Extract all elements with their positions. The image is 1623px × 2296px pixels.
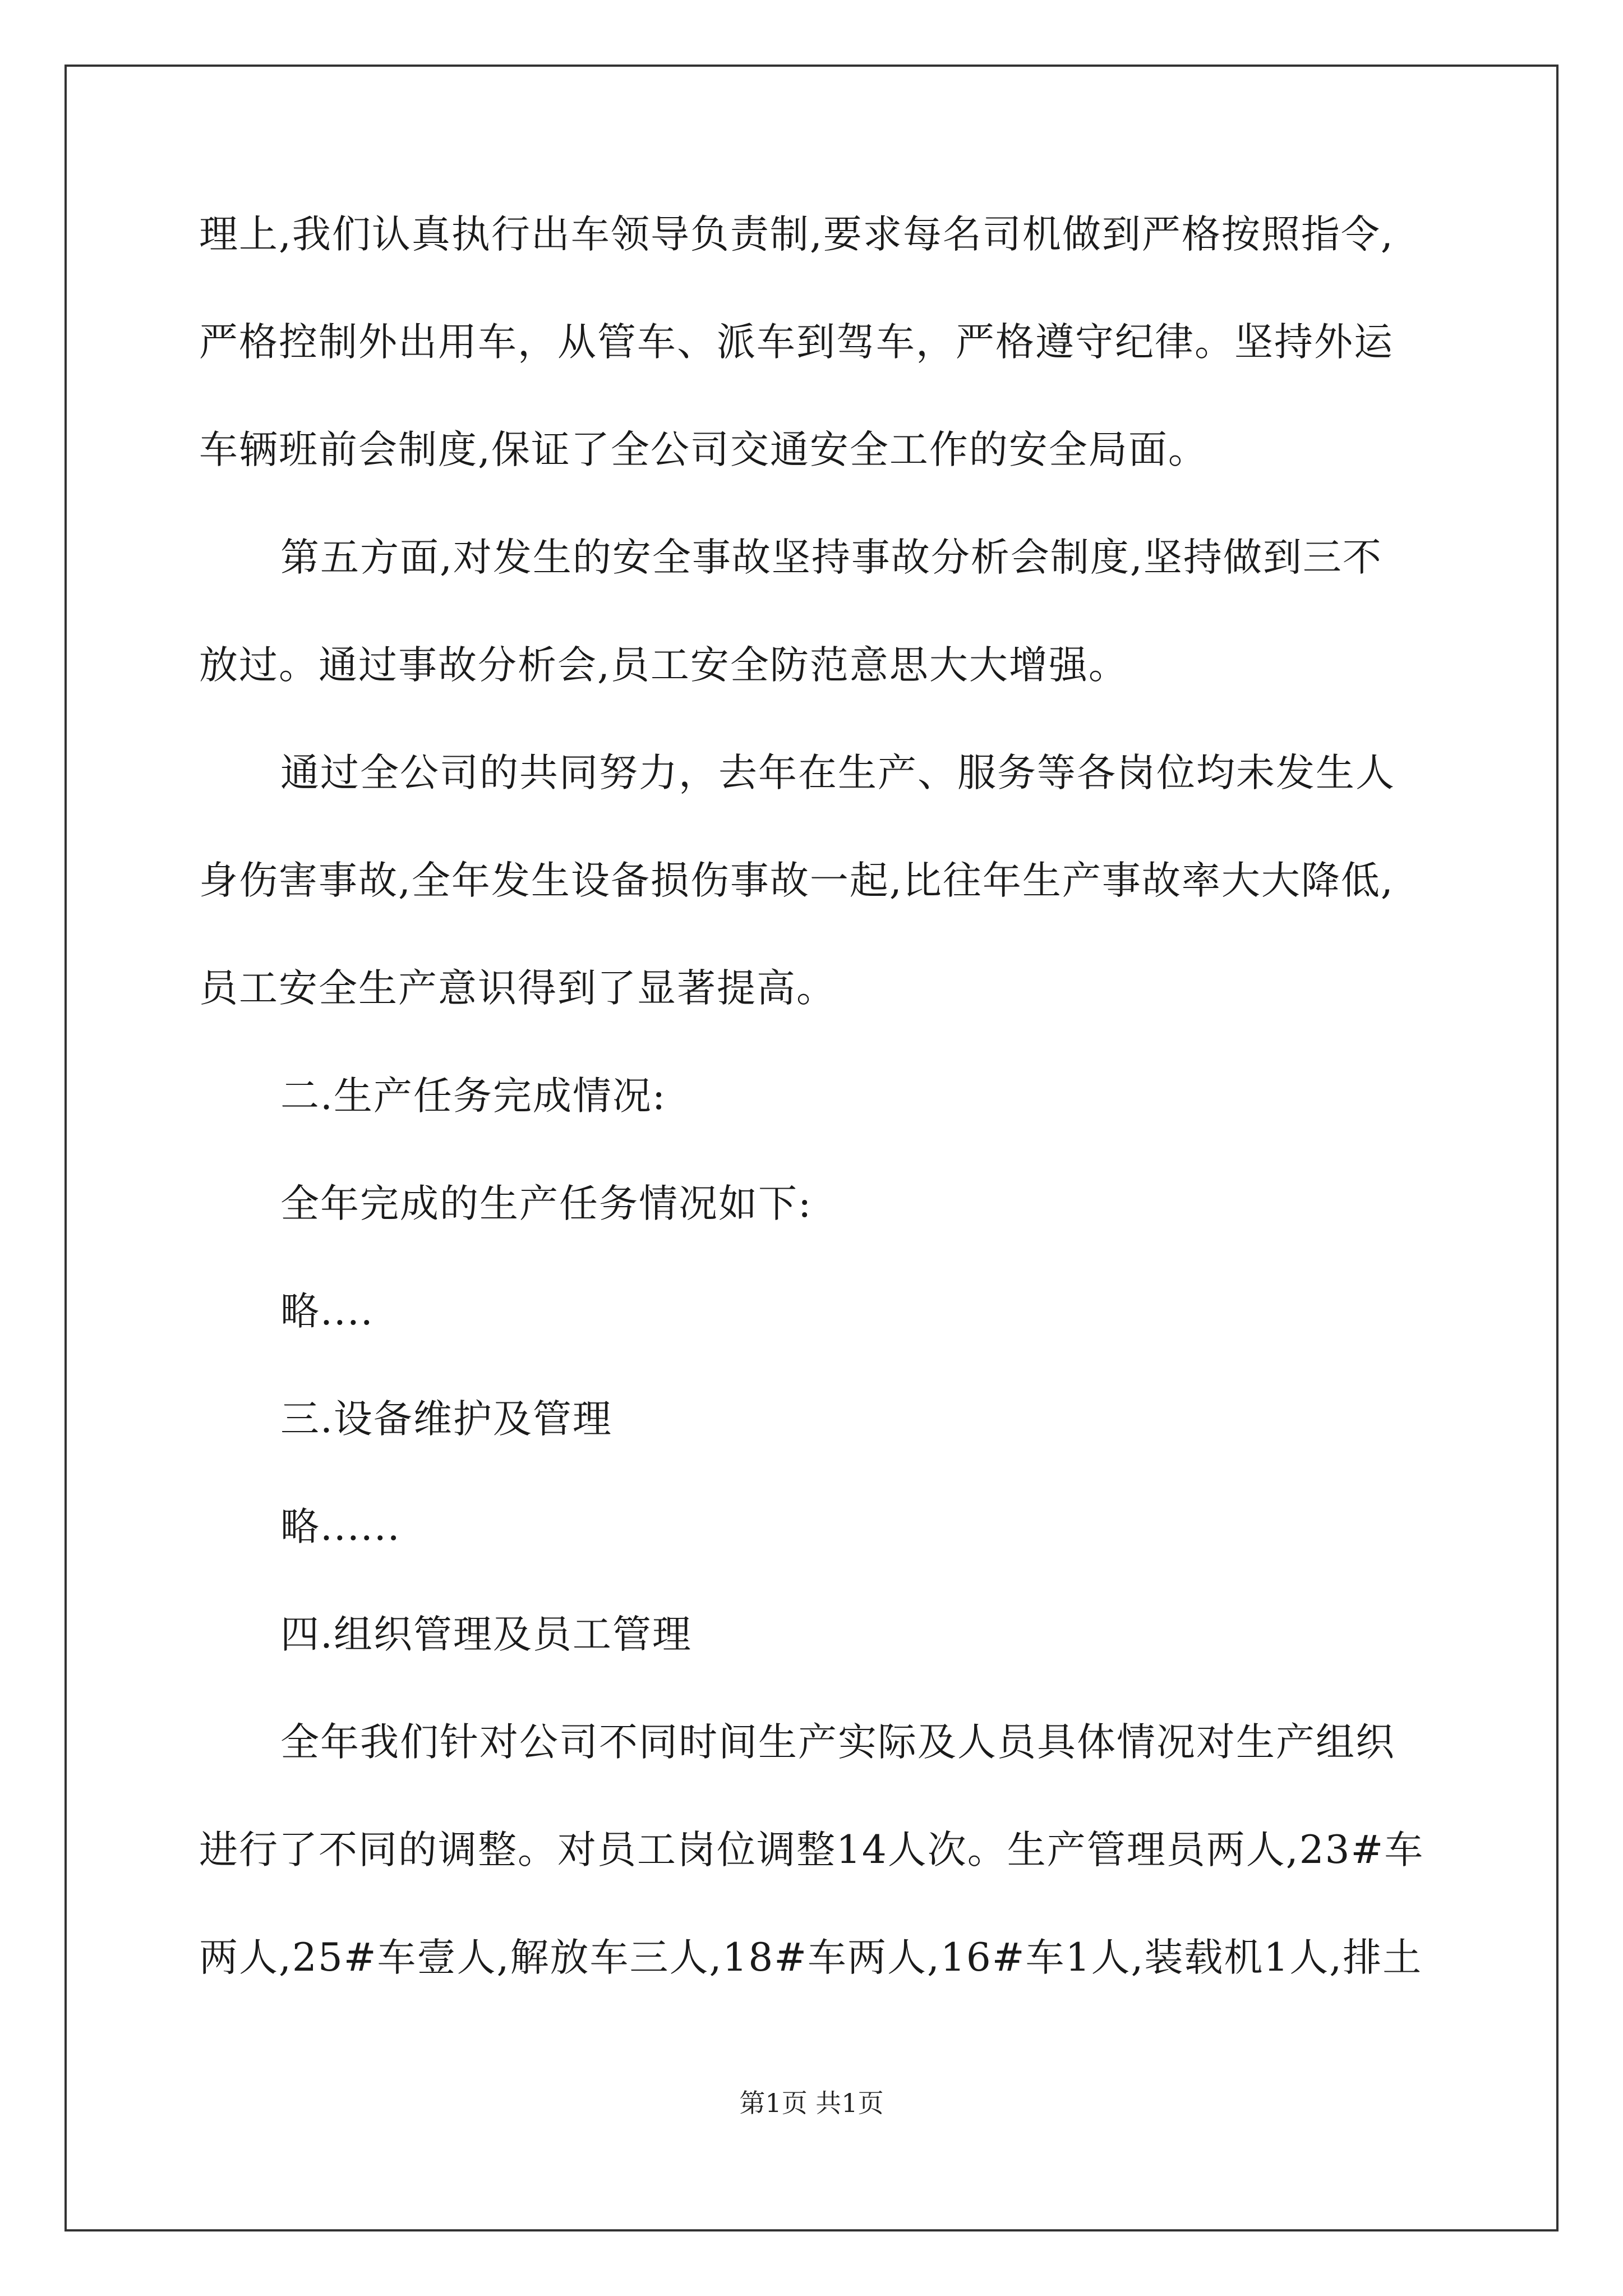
paragraph-start-line: 通过全公司的共同努力，去年在生产、服务等各岗位均未发生人 <box>280 751 1395 795</box>
text-line: 两人,25#车壹人,解放车三人,18#车两人,16#车1人,装载机1人,排土 <box>199 1935 1423 1980</box>
paragraph-start-line: 略...... <box>280 1504 401 1549</box>
text-line: 放过。通过事故分析会,员工安全防范意思大大增强。 <box>199 643 1128 688</box>
paragraph-start-line: 第五方面,对发生的安全事故坚持事故分析会制度,坚持做到三不 <box>280 535 1382 580</box>
paragraph-start-line: 略.... <box>280 1289 374 1334</box>
text-line: 身伤害事故,全年发生设备损伤事故一起,比往年生产事故率大大降低, <box>199 858 1394 903</box>
paragraph-start-line: 全年完成的生产任务情况如下: <box>280 1181 813 1226</box>
section-heading: 二.生产任务完成情况: <box>280 1074 667 1119</box>
section-heading: 三.设备维护及管理 <box>280 1397 612 1442</box>
paragraph-start-line: 全年我们针对公司不同时间生产实际及人员具体情况对生产组织 <box>280 1720 1395 1765</box>
page-border <box>64 65 1559 2231</box>
text-line: 车辆班前会制度,保证了全公司交通安全工作的安全局面。 <box>199 427 1208 472</box>
section-heading: 四.组织管理及员工管理 <box>280 1612 692 1657</box>
text-line: 理上,我们认真执行出车领导负责制,要求每名司机做到严格按照指令, <box>199 212 1394 257</box>
text-line: 进行了不同的调整。对员工岗位调整14人次。生产管理员两人,23#车 <box>199 1828 1424 1872</box>
page-number-footer: 第1页 共1页 <box>739 2088 884 2118</box>
text-line: 严格控制外出用车，从管车、派车到驾车，严格遵守纪律。坚持外运 <box>199 320 1394 365</box>
text-line: 员工安全生产意识得到了显著提高。 <box>199 966 836 1011</box>
